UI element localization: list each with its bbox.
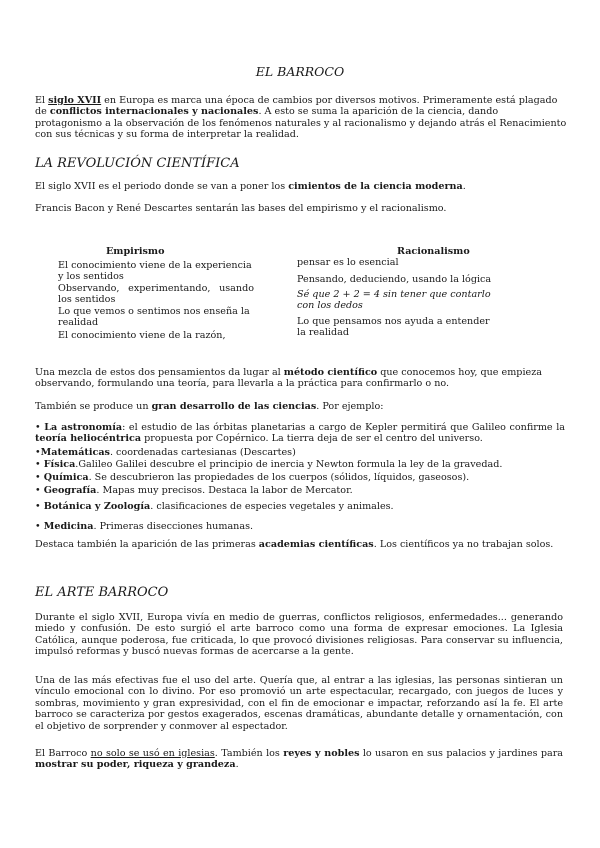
metodo-text-a: Una mezcla de estos dos pensamientos da lugar al	[35, 367, 284, 378]
arte-text-g: .	[235, 759, 239, 771]
racionalismo-item: Pensando, deduciendo, usando la lógica	[297, 273, 492, 285]
bullet-icon: •	[35, 521, 41, 532]
academias-line	[35, 539, 575, 550]
ciencia-text: . coordenadas cartesianas (Descartes)	[109, 447, 296, 458]
ciencia-name: Física	[43, 459, 76, 470]
arte-paragraph-2: Una de las más efectivas fue el uso del arte. Quería que, al entrar a las iglesias, las personas sintieran un vínculo emocional con lo divino. Por eso promovió un arte espectacular, recargado, con juegos de luces y sombras, movimiento y gran expresividad, con el fin de emocionar e impactar, reforzando así la fe. El arte barroco se caracteriza por gestos exagerados, escenas dramáticas, abundante detalle y ornamentación, con el objetivo de sorprender y conmover al espectador.	[35, 675, 563, 732]
intro-text-2: en Europa es marca una época de cambios por diversos motivos. Primeramente está plagado de	[35, 95, 558, 118]
academias-text-a: Destaca también la aparición de las primeras	[35, 539, 259, 550]
list-item	[35, 459, 565, 470]
empirismo-item: El conocimiento viene de la razón,	[58, 329, 226, 341]
document-title: EL BARROCO	[255, 64, 345, 79]
intro-conflictos: conflictos internacionales y nacionales	[49, 106, 259, 118]
revolucion-text-a: El siglo XVII es el periodo donde se van a poner los	[35, 181, 289, 192]
metodo-paragraph	[35, 367, 563, 390]
list-item	[35, 501, 565, 512]
ciencia-text-2: propuesta por Copérnico. La tierra deja de ser el centro del universo.	[141, 433, 483, 444]
ciencias-list	[35, 422, 565, 532]
ciencia-text: . Primeras disecciones humanas.	[93, 521, 254, 532]
arte-bold-poder: mostrar su poder, riqueza y grandeza	[35, 759, 236, 771]
intro-siglo: siglo XVII	[48, 95, 102, 106]
racionalismo-item: pensar es lo esencial	[297, 257, 399, 268]
intro-text-1: El	[35, 95, 49, 106]
list-item	[35, 472, 565, 483]
bullet-icon: •	[35, 447, 41, 458]
racionalismo-column	[297, 246, 497, 339]
revolucion-text-c: .	[462, 181, 466, 192]
academias-bold: academias científicas	[258, 539, 374, 550]
intro-text-3: . A esto se suma la aparición de la ciencia, dando protagonismo a la observación de los fenómenos naturales y al racionalismo y dejando atrás el Renacimiento con sus técnicas y su forma de interpretar la realidad.	[35, 106, 567, 141]
ciencia-name: Química	[43, 472, 89, 483]
racionalismo-heading: Racionalismo	[397, 246, 470, 257]
list-item	[35, 447, 565, 458]
empirismo-item: Observando, experimentando, usando los sentidos	[58, 283, 254, 305]
arte-text-e: lo usaron en sus palacios y jardines para	[359, 748, 564, 759]
revolucion-line-2: Francis Bacon y René Descartes sentarán las bases del empirismo y el racionalismo.	[35, 203, 447, 214]
metodo-text-c: que conocemos hoy, que empieza observando, formulando una teoría, para llevarla a la práctica para confirmarlo o no.	[35, 367, 542, 390]
bullet-icon: •	[35, 459, 41, 470]
revolucion-text-bold: cimientos de la ciencia moderna	[288, 181, 463, 192]
desarrollo-text-c: . Por ejemplo:	[316, 401, 384, 412]
ciencia-name: Geografía	[43, 485, 97, 496]
ciencia-text: : el estudio de las órbitas planetarias a cargo de Kepler permitirá que Galileo confirme la	[122, 422, 565, 433]
empirismo-item: El conocimiento viene de la experiencia y los sentidos	[58, 260, 252, 282]
ciencia-name: Medicina	[43, 521, 94, 532]
arte-text-c: . También los	[214, 748, 284, 759]
list-item	[35, 422, 565, 444]
revolucion-line-1	[35, 181, 575, 192]
ciencia-text: . Se descubrieron las propiedades de los cuerpos (sólidos, líquidos, gaseosos).	[88, 472, 470, 483]
metodo-bold: método científico	[283, 367, 378, 378]
arte-paragraph-1: Durante el siglo XVII, Europa vivía en medio de guerras, conflictos religiosos, enfermedades... generando miedo y confusión. De esto surgió el arte barroco como una forma de expresar emociones. La Iglesia Católica, aunque poderosa, fue criticada, lo que provocó divisiones religiosas. Para conservar su influencia, impulsó reformas y buscó nuevas formas de acercarse a la gente.	[35, 612, 563, 658]
ciencia-name: Matemáticas	[40, 447, 110, 458]
ciencia-text: . Mapas muy precisos. Destaca la labor de Mercator.	[96, 485, 353, 496]
desarrollo-text-a: También se produce un	[35, 401, 152, 412]
ciencia-bold: teoría heliocéntrica	[35, 433, 142, 444]
ciencia-name: La astronomía	[44, 422, 123, 433]
desarrollo-bold: gran desarrollo de las ciencias	[151, 401, 317, 412]
revolucion-heading: LA REVOLUCIÓN CIENTÍFICA	[35, 156, 240, 171]
ciencia-text: . clasificaciones de especies vegetales y animales.	[150, 501, 394, 512]
racionalismo-item: Lo que pensamos nos ayuda a entender la realidad	[297, 316, 490, 338]
empirismo-heading: Empirismo	[106, 246, 165, 257]
arte-bold-reyes: reyes y nobles	[283, 748, 360, 759]
ciencia-name: Botánica y Zoología	[43, 501, 151, 512]
bullet-icon: •	[35, 422, 41, 433]
desarrollo-line	[35, 401, 575, 412]
list-item	[35, 485, 565, 496]
arte-text-a: El Barroco	[35, 748, 91, 759]
bullet-icon: •	[35, 485, 41, 496]
bullet-icon: •	[35, 501, 41, 512]
bullet-icon: •	[35, 472, 41, 483]
intro-paragraph	[35, 95, 567, 141]
arte-underlined: no solo se usó en iglesias	[90, 748, 215, 759]
empirismo-item: Lo que vemos o sentimos nos enseña la realidad	[58, 306, 250, 328]
racionalismo-item: Sé que 2 + 2 = 4 sin tener que contarlo con los dedos	[297, 289, 491, 311]
academias-text-c: . Los científicos ya no trabajan solos.	[373, 539, 554, 550]
ciencia-text: .Galileo Galilei descubre el principio de inercia y Newton formula la ley de la gravedad.	[75, 459, 503, 470]
arte-heading: EL ARTE BARROCO	[35, 585, 169, 600]
list-item	[35, 521, 565, 532]
arte-paragraph-3	[35, 748, 563, 771]
empirismo-column	[58, 246, 254, 341]
